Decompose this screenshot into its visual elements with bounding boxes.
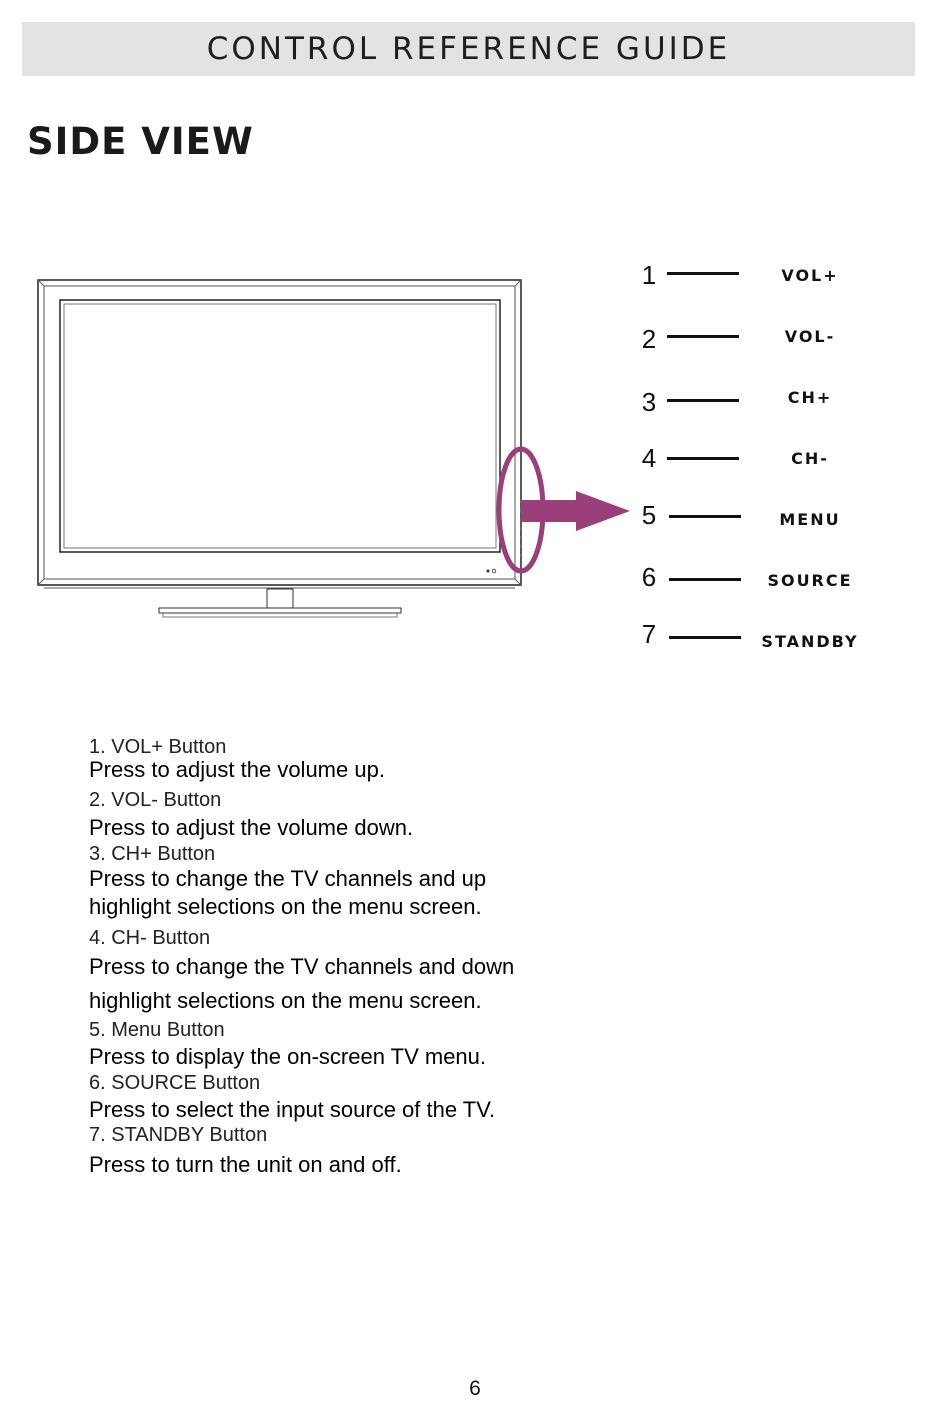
callout-label-vol-up: VOL+ (781, 266, 839, 285)
description-title-ch-down: 4. CH- Button (89, 927, 211, 949)
description-text-vol-down: Press to adjust the volume down. (89, 815, 414, 840)
description-text-ch-up-2: highlight selections on the menu screen. (89, 894, 482, 919)
description-title-menu: 5. Menu Button (89, 1019, 225, 1041)
callout-label-menu: MENU (779, 510, 841, 529)
description-title-ch-up: 3. CH+ Button (89, 843, 216, 865)
tv-stand-neck (267, 589, 293, 608)
callout-line-1 (667, 272, 739, 275)
description-text-standby: Press to turn the unit on and off. (89, 1152, 402, 1177)
description-text-ch-down-1: Press to change the TV channels and down (89, 954, 515, 979)
callout-line-3 (667, 399, 739, 402)
description-text-ch-up-1: Press to change the TV channels and up (89, 866, 487, 891)
description-title-source: 6. SOURCE Button (89, 1072, 261, 1094)
callout-label-vol-down: VOL- (784, 327, 836, 346)
callout-line-5 (669, 515, 741, 518)
callout-label-ch-down: CH- (791, 449, 829, 468)
callout-number-4: 4 (641, 443, 657, 473)
tv-bevel (44, 286, 515, 579)
description-text-ch-down-2: highlight selections on the menu screen. (89, 988, 482, 1013)
page-title: CONTROL REFERENCE GUIDE (206, 31, 731, 67)
section-title: SIDE VIEW (27, 120, 254, 163)
callout-line-6 (669, 578, 741, 581)
description-text-menu: Press to display the on-screen TV menu. (89, 1044, 487, 1069)
callout-number-3: 3 (641, 387, 657, 417)
description-text-source: Press to select the input source of the TV. (89, 1097, 496, 1122)
side-view-diagram (0, 0, 950, 700)
callout-line-4 (667, 457, 739, 460)
tv-illustration (0, 0, 950, 700)
callout-number-6: 6 (641, 562, 657, 592)
description-title-standby: 7. STANDBY Button (89, 1124, 268, 1146)
tv-outer-frame (38, 280, 521, 585)
callout-number-5: 5 (641, 500, 657, 530)
callout-number-2: 2 (641, 324, 657, 354)
tv-stand-base (159, 608, 401, 613)
description-title-vol-down: 2. VOL- Button (89, 789, 222, 811)
callout-number-1: 1 (641, 260, 657, 290)
tv-screen (60, 300, 500, 552)
description-text-vol-up: Press to adjust the volume up. (89, 757, 385, 782)
callout-label-standby: STANDBY (761, 632, 859, 651)
callout-label-ch-up: CH+ (787, 388, 833, 407)
pointer-arrow (521, 491, 630, 531)
callout-line-2 (667, 335, 739, 338)
callout-label-source: SOURCE (767, 571, 853, 590)
description-title-vol-up: 1. VOL+ Button (89, 736, 227, 758)
callout-line-7 (669, 636, 741, 639)
callout-number-7: 7 (641, 619, 657, 649)
page-number: 6 (469, 1377, 481, 1400)
